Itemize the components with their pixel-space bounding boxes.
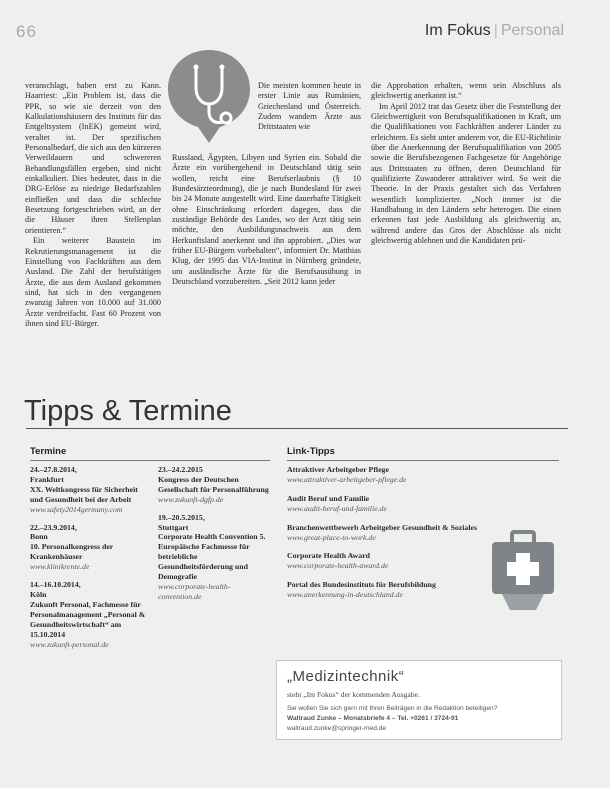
- event-place: Köln: [30, 589, 47, 599]
- link-url[interactable]: www.attraktiver-arbeitgeber-pflege.de: [287, 474, 407, 484]
- link-url[interactable]: www.anerkennung-in-deutschland.de: [287, 590, 403, 600]
- event-date: 24.–27.8.2014,: [30, 465, 77, 474]
- event-url[interactable]: www.corporate-health-convention.de: [158, 581, 231, 601]
- event-date: 22.–23.9.2014,: [30, 522, 77, 532]
- event-item: [30, 523, 150, 573]
- event-title: Kongress der Deutschen Gesellschaft für Personalführung: [158, 474, 269, 494]
- section-header: [425, 22, 564, 40]
- event-place: Bonn: [30, 532, 48, 542]
- event-title: Corporate Health Convention 5. Europäische Fachmesse für betriebliche Gesundheitsförderung und Demografie: [158, 532, 266, 582]
- article-column-2-top: [258, 81, 361, 133]
- termine-rule: [30, 460, 270, 461]
- event-url[interactable]: www.klinikrente.de: [30, 562, 90, 572]
- section-label: Im Fokus: [424, 22, 491, 39]
- subsection-label: Personal: [500, 22, 564, 39]
- link-url[interactable]: www.great-place-to-work.de: [287, 532, 376, 542]
- promo-line: Sie wollen Sie sich gern mit Ihren Beiträgen in die Redaktion beteiligen?: [287, 705, 498, 712]
- link-list: [287, 465, 487, 600]
- event-item: [158, 465, 270, 505]
- article-column-2: [172, 153, 361, 287]
- article-column-3: [371, 81, 561, 247]
- link-url[interactable]: www.audit-beruf-und-familie.de: [287, 503, 387, 513]
- first-aid-kit-icon: [490, 522, 556, 612]
- stethoscope-icon: [166, 48, 252, 144]
- event-place: Frankfurt: [30, 474, 64, 484]
- event-item: [158, 513, 270, 602]
- event-url[interactable]: www.safety2014germany.com: [30, 504, 123, 514]
- event-item: [30, 580, 150, 649]
- event-title: Zukunft Personal, Fachmesse für Personalmanagement „Personal & Gesundheitswirtschaft“ am 15.10.2014: [30, 599, 146, 639]
- article-column-1: [25, 81, 161, 329]
- event-date: 23.–24.2.2015: [158, 465, 203, 474]
- promo-contact: Waltraud Zunke – Monatsbriefe 4 – Tel. +0261 / 3724-91: [287, 715, 459, 722]
- link-item: [287, 523, 487, 543]
- link-title: Portal des Bundesinstituts für Berufsbildung: [287, 580, 436, 590]
- article-paragraph: Ein weiterer Baustein im Rekrutierungsmanagement ist die Einstellung von Fachkräften aus dem Ausland. Die Zahl der berufstätigen Ärzte, die aus dem Ausland gekommen sind, hat sich in den vergangenen zwanzig Jahren von 10.000 auf 31.000 Ärzte verdreifacht. Fast 60 Prozent von ihnen sind EU-Bürger.: [25, 236, 161, 328]
- article-paragraph: Russland, Ägypten, Libyen und Syrien ein. Sobald die Ärzte ein vorübergehend in Deutschland tätig sein wollen, reicht eine Berufserlaubnis (§ 10 Bundesärzteordnung), die je nach Bundesland für zwei bis 24 Monate ausgestellt wird. Eine dauerhafte Tätigkeit ohne Einschränkung erfordert dagegen, dass die zuständige Behörde des Landes, wo der Arzt tätig sein möchte, den Ausbildungsnachweis aus dem Herkunftsland anerkennt und ihn approbiert. „Dies war früher EU-Bürgern vorbehalten“, informiert Dr. Matthias Klug, der 1995 das VIA-Institut in Nürnberg gründete, um ausländische Ärzte für die Berufsausübung in Deutschland vorzubereiten. „Seit 2012 kann jeder: [172, 153, 361, 287]
- article-paragraph: veranschlagt, haben erst zu Kann. Haarriest: „Ein Problem ist, dass die PPR, so wie sie derzeit von den Kalkulationshäusern des Instituts für das Entgeltsystem (InEK) gemeint wird, veraltet ist. Der spezifischen Personalbedarf, die sich aus den kürzeren Verweildauern und schwereren Behandlungsfällen ergeben, sind nicht einkalkuliert. Dies bedeutet, dass in die DRG-Erlöse zu niedrige Bedarfszahlen einfließen und dass die schlechte Besetzung fortgeschrieben wird, an der die Häuser ihren Stellenplan orientieren.“: [25, 81, 161, 235]
- promo-email[interactable]: waltraud.zunke@springer-med.de: [287, 725, 387, 732]
- article-paragraph: Die meisten kommen heute in erster Linie aus Rumänien, Griechenland und Österreich. Zudem wandern Ärzte aus Drittstaaten wie: [258, 81, 361, 132]
- link-title: Corporate Health Award: [287, 551, 371, 561]
- page-number: 66: [16, 22, 37, 41]
- link-url[interactable]: www.corporate-health-award.de: [287, 561, 389, 571]
- promo-box: [276, 660, 562, 740]
- article-paragraph: Im April 2012 trat das Gesetz über die Feststellung der Gleichwertigkeit von Berufsqualifikationen in Kraft, um die Qualifikationen von Fachkräften anderer Länder zu erleichtern. Es sieht unter anderem vor, die EU-Richtlinie über die Anerkennung der Berufsqualifikation von 2005 sowie die Berufsbezogenen Fachgesetze für Angehörige aus Drittstaaten zu öffnen, deren Deutschland für qualifizierte Zuwanderer attraktiver wird. So weit die Theorie. In der Praxis gestaltet sich das Verfahren wesentlich komplizierter. „Noch immer ist die Handhabung in den Ländern sehr heterogen. Die einen erkennen fast jede Ausbildung als gleichwertig an, während andere das Gros der Abschlüsse als nicht gleichwertig ablehnen und die Kandidaten prü-: [371, 101, 561, 246]
- event-item: [30, 465, 150, 515]
- article-paragraph: die Approbation erhalten, wenn sein Abschluss als gleichwertig anerkannt ist.“: [371, 81, 561, 101]
- links-rule: [287, 460, 559, 461]
- link-item: [287, 465, 487, 485]
- link-title: Audit Beruf und Familie: [287, 493, 370, 503]
- heading-rule: [26, 428, 568, 429]
- termine-title: Termine: [30, 446, 67, 457]
- section-divider: |: [493, 22, 498, 39]
- link-item: [287, 494, 487, 514]
- link-item: [287, 580, 487, 600]
- events-right: [158, 465, 270, 602]
- event-title: XX. Weltkongress für Sicherheit und Gesundheit bei der Arbeit: [30, 484, 138, 504]
- link-title: Attraktiver Arbeitgeber Pflege: [287, 465, 389, 474]
- link-item: [287, 551, 487, 571]
- links-title: Link-Tipps: [287, 446, 335, 457]
- event-date: 14.–16.10.2014,: [30, 580, 81, 590]
- event-place: Stuttgart: [158, 522, 189, 532]
- event-url[interactable]: www.zukunft-personal.de: [30, 639, 109, 649]
- event-url[interactable]: www.zukunft-dgfp.de: [158, 494, 224, 504]
- events-left: [30, 465, 150, 649]
- promo-title: „Medizintechnik“: [287, 668, 405, 685]
- promo-subtitle: steht „Im Fokus“ der kommenden Ausgabe.: [287, 690, 420, 699]
- link-title: Branchenwettbewerb Arbeitgeber Gesundheit & Soziales: [287, 522, 477, 532]
- event-title: 10. Personalkongress der Krankenhäuser: [30, 542, 114, 562]
- event-date: 19.–20.5.2015,: [158, 512, 205, 522]
- tips-heading: Tipps & Termine: [24, 395, 232, 427]
